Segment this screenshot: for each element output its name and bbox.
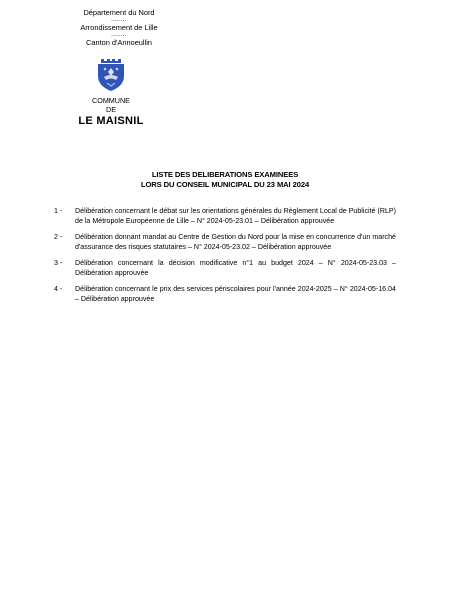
list-item	[54, 233, 396, 253]
item-number: 2 -	[54, 233, 63, 242]
coat-of-arms-icon	[95, 58, 127, 92]
list-item	[54, 259, 396, 279]
item-text: Délibération concernant le débat sur les orientations générales du Règlement Local de Publicité (RLP) de la Métropole Européenne de Lille – N° 2024-05-23.01 – Délibération approuvée	[75, 207, 396, 225]
item-text: Délibération concernant le prix des services périscolaires pour l'année 2024-2025 – N° 2024-05-16.04 – Délibération approuvée	[75, 285, 396, 304]
commune-block	[71, 96, 151, 128]
list-item	[54, 285, 396, 305]
canton-label: Canton d'Annoeullin	[86, 38, 152, 47]
item-text: Délibération donnant mandat au Centre de Gestion du Nord pour la mise en concurrence d'un marché d'assurance des risques statutaires – N° 2024-05-23.02 – Délibération approuvée	[75, 233, 396, 251]
list-item	[54, 207, 396, 227]
administrative-header	[64, 8, 174, 47]
item-number: 4 -	[54, 285, 63, 294]
title-line-1: LISTE DES DELIBERATIONS EXAMINEES	[151, 170, 299, 179]
separator-dots: ........	[111, 17, 127, 23]
item-number: 1 -	[54, 207, 63, 215]
item-text: Délibération concernant la décision modificative n°1 au budget 2024 – N° 2024-05-23.03 – Délibération approuvée	[75, 259, 396, 277]
document-title	[0, 170, 450, 190]
title-line-2: LORS DU CONSEIL MUNICIPAL DU 23 MAI 2024	[140, 180, 310, 189]
deliberation-list	[54, 207, 396, 311]
item-number: 3 -	[54, 259, 63, 268]
commune-name: LE MAISNIL	[78, 115, 144, 127]
arrondissement-label: Arrondissement de Lille	[80, 23, 158, 32]
department-label: Département du Nord	[83, 8, 155, 17]
commune-label: COMMUNE	[92, 96, 130, 105]
commune-de-label: DE	[106, 105, 116, 114]
separator-dots: ........	[111, 32, 127, 38]
